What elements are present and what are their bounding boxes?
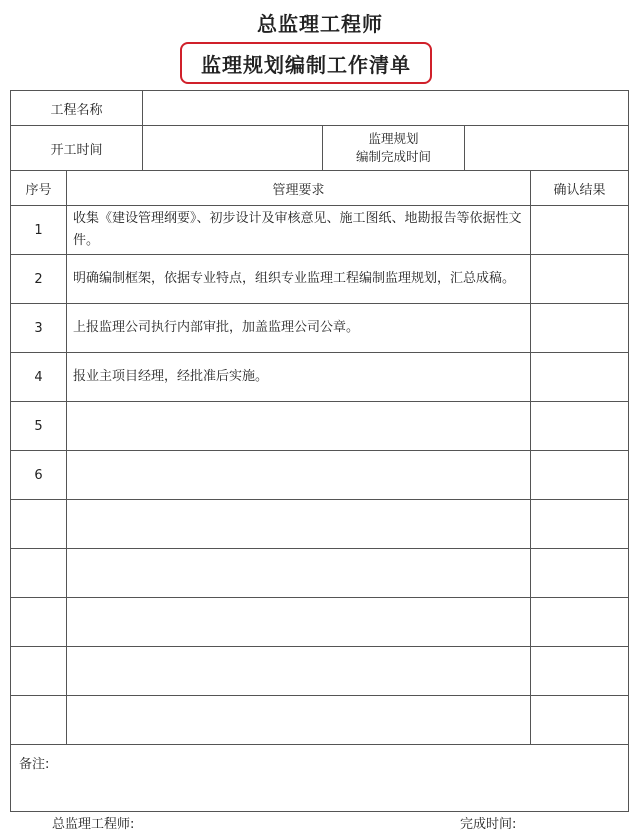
plan-completion-label-line2: 编制完成时间 bbox=[356, 149, 432, 164]
table-row bbox=[11, 647, 629, 696]
column-header-requirement: 管理要求 bbox=[67, 171, 531, 206]
row-seq: 3 bbox=[11, 304, 67, 353]
row-result[interactable] bbox=[531, 549, 629, 598]
chief-engineer-signature-label: 总监理工程师: bbox=[52, 817, 135, 832]
row-result[interactable] bbox=[531, 598, 629, 647]
role-title: 总监理工程师 bbox=[257, 12, 383, 36]
project-name-row bbox=[11, 91, 629, 126]
row-seq: 1 bbox=[11, 206, 67, 255]
table-row bbox=[11, 255, 629, 304]
row-result[interactable] bbox=[531, 500, 629, 549]
table-row bbox=[11, 402, 629, 451]
table-row bbox=[11, 696, 629, 745]
table-row bbox=[11, 451, 629, 500]
notes-cell[interactable] bbox=[11, 745, 629, 812]
project-name-label: 工程名称 bbox=[11, 91, 143, 126]
row-result[interactable] bbox=[531, 402, 629, 451]
project-name-field[interactable] bbox=[143, 91, 629, 126]
row-requirement bbox=[67, 598, 531, 647]
row-requirement bbox=[67, 500, 531, 549]
row-seq bbox=[11, 549, 67, 598]
row-seq: 5 bbox=[11, 402, 67, 451]
row-requirement bbox=[67, 402, 531, 451]
row-requirement bbox=[67, 451, 531, 500]
table-row bbox=[11, 304, 629, 353]
row-seq bbox=[11, 647, 67, 696]
completion-time-label: 完成时间: bbox=[460, 817, 517, 832]
row-requirement: 明确编制框架，依据专业特点，组织专业监理工程编制监理规划，汇总成稿。 bbox=[67, 255, 531, 304]
row-seq bbox=[11, 598, 67, 647]
form-title bbox=[180, 42, 432, 84]
row-seq: 4 bbox=[11, 353, 67, 402]
row-result[interactable] bbox=[531, 304, 629, 353]
notes-row bbox=[11, 745, 629, 812]
checklist-table bbox=[10, 90, 629, 812]
table-row bbox=[11, 206, 629, 255]
table-row bbox=[11, 353, 629, 402]
row-result[interactable] bbox=[531, 451, 629, 500]
row-result[interactable] bbox=[531, 353, 629, 402]
row-result[interactable] bbox=[531, 206, 629, 255]
form-title-text: 监理规划编制工作清单 bbox=[201, 52, 411, 77]
row-seq: 2 bbox=[11, 255, 67, 304]
row-seq: 6 bbox=[11, 451, 67, 500]
start-time-label: 开工时间 bbox=[11, 126, 143, 171]
row-requirement: 报业主项目经理，经批准后实施。 bbox=[67, 353, 531, 402]
plan-completion-field[interactable] bbox=[465, 126, 629, 171]
table-row bbox=[11, 598, 629, 647]
row-requirement: 上报监理公司执行内部审批，加盖监理公司公章。 bbox=[67, 304, 531, 353]
row-requirement bbox=[67, 696, 531, 745]
row-requirement bbox=[67, 647, 531, 696]
row-seq bbox=[11, 696, 67, 745]
start-time-field[interactable] bbox=[143, 126, 323, 171]
row-result[interactable] bbox=[531, 647, 629, 696]
plan-completion-label bbox=[323, 126, 465, 171]
row-requirement bbox=[67, 549, 531, 598]
start-time-row bbox=[11, 126, 629, 171]
row-seq bbox=[11, 500, 67, 549]
row-result[interactable] bbox=[531, 696, 629, 745]
row-requirement: 收集《建设管理纲要》、初步设计及审核意见、施工图纸、地勘报告等依据性文件。 bbox=[67, 206, 531, 255]
column-header-result: 确认结果 bbox=[531, 171, 629, 206]
plan-completion-label-line1: 监理规划 bbox=[368, 131, 419, 146]
table-row bbox=[11, 500, 629, 549]
column-header-seq: 序号 bbox=[11, 171, 67, 206]
row-result[interactable] bbox=[531, 255, 629, 304]
column-header-row bbox=[11, 171, 629, 206]
notes-label: 备注: bbox=[19, 757, 50, 772]
table-row bbox=[11, 549, 629, 598]
